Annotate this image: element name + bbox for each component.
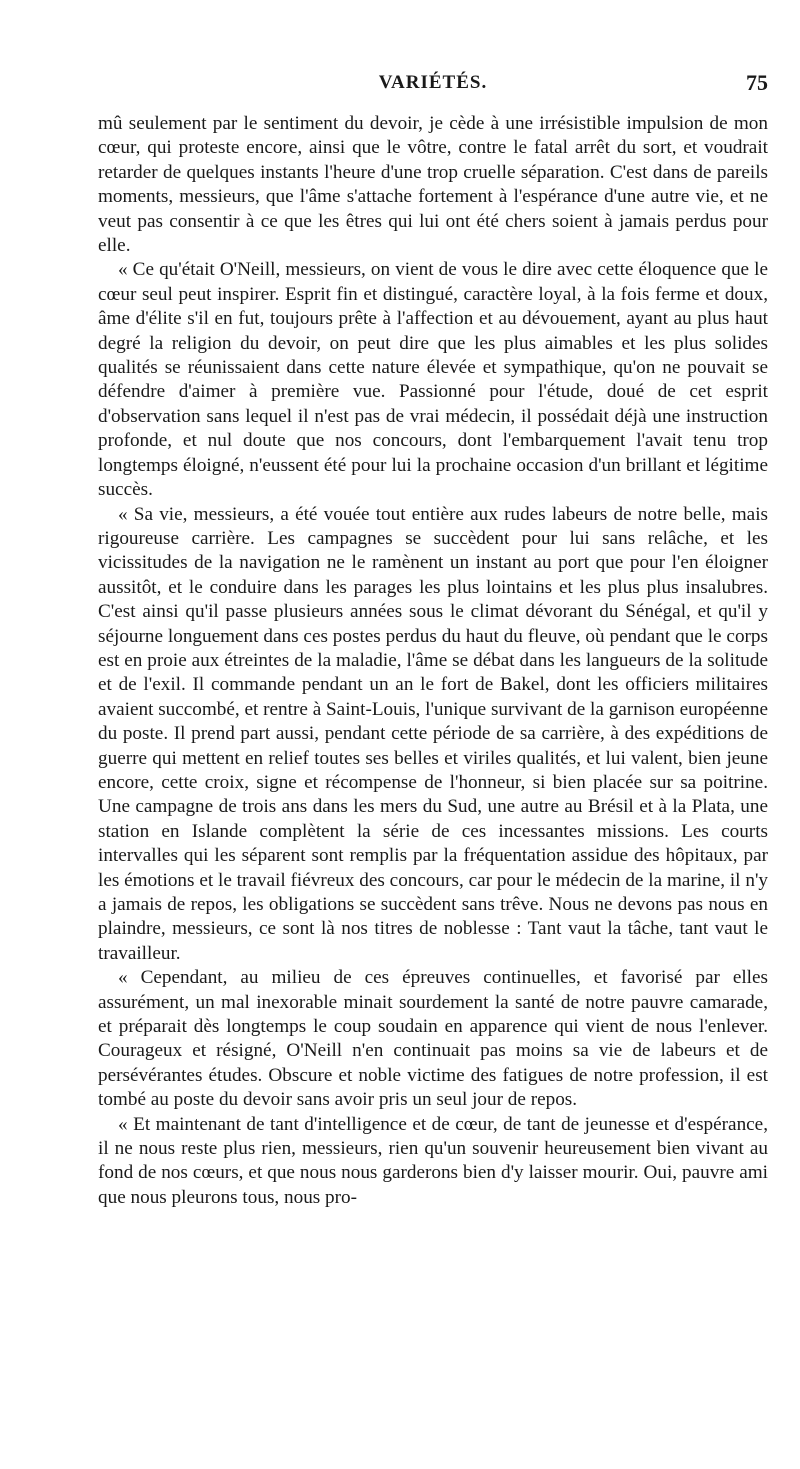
paragraph: « Ce qu'était O'Neill, messieurs, on vient de vous le dire avec cette éloquence que le cœur seul peut inspirer. Esprit fin et distingué, caractère loyal, à la fois ferme et doux, âme d'élite s'il en fut, toujours prête à l'affection et au dévouement, ayant au plus haut degré la religion du devoir, on peut dire que les plus aimables et les plus solides qualités se réunissaient dans cette nature élevée et sympathique, qu'on ne pouvait se défendre d'aimer à première vue. Passionné pour l'étude, doué de cet esprit d'observation sans lequel il n'est pas de vrai médecin, il possédait déjà une instruction profonde, et nul doute que nos concours, dont l'embarquement l'avait tenu trop longtemps éloigné, n'eussent été pour lui la prochaine occasion d'un brillant et légitime succès. <box>98 259 768 501</box>
page-number: 75 <box>746 70 768 95</box>
paragraph-continuation: mû seulement par le sentiment du devoir, je cède à une irrésistible impulsion de mon cœur, qui proteste encore, ainsi que le vôtre, contre le fatal arrêt du sort, et voudrait retarder de quelques instants l'heure d'une trop cruelle séparation. C'est dans de pareils moments, messieurs, que l'âme s'attache fortement à l'espérance d'une autre vie, et ne veut pas consentir à ce que les êtres qui lui ont été chers soient à jamais perdus pour elle. <box>98 113 768 257</box>
running-title: VARIÉTÉS. <box>378 72 488 93</box>
running-head <box>98 70 768 102</box>
body-text <box>98 112 768 1210</box>
paragraph: « Sa vie, messieurs, a été vouée tout entière aux rudes labeurs de notre belle, mais rigoureuse carrière. Les campagnes se succèdent pour lui sans relâche, et les vicissitudes de la navigation ne le ramènent un instant au port que pour l'en éloigner aussitôt, et le conduire dans les parages les plus lointains et les plus plus insalubres. C'est ainsi qu'il passe plusieurs années sous le climat dévorant du Sénégal, et qu'il y séjourne longuement dans ces postes perdus du haut du fleuve, où pendant que le corps est en proie aux étreintes de la maladie, l'âme se débat dans les langueurs de la solitude et de l'exil. Il commande pendant un an le fort de Bakel, dont les officiers militaires avaient succombé, et rentre à Saint-Louis, l'unique survivant de la garnison européenne du poste. Il prend part aussi, pendant cette période de sa carrière, à des expéditions de guerre qui mettent en relief toutes ses belles et viriles qualités, et lui valent, bien jeune encore, cette croix, signe et récompense de l'honneur, si bien placée sur sa poitrine. Une campagne de trois ans dans les mers du Sud, une autre au Brésil et à la Plata, une station en Islande complètent la série de ces incessantes missions. Les courts intervalles qui les séparent sont remplis par la fréquentation assidue des hôpitaux, par les émotions et le travail fiévreux des concours, car pour le médecin de la marine, il n'y a jamais de repos, les obligations se succèdent sans trêve. Nous ne devons pas nous en plaindre, messieurs, ce sont là nos titres de noblesse : Tant vaut la tâche, tant vaut le travailleur. <box>98 503 768 964</box>
paragraph: « Et maintenant de tant d'intelligence et de cœur, de tant de jeunesse et d'espérance, il ne nous reste plus rien, messieurs, rien qu'un souvenir heureusement bien vivant au fond de nos cœurs, et que nous nous garderons bien d'y laisser mourir. Oui, pauvre ami que nous pleurons tous, nous pro- <box>98 1113 768 1208</box>
paragraph: « Cependant, au milieu de ces épreuves continuelles, et favorisé par elles assurément, un mal inexorable minait sourdement la santé de notre pauvre camarade, et préparait dès longtemps le coup soudain en apparence qui vient de nous l'enlever. Courageux et résigné, O'Neill n'en continuait pas moins sa vie de labeurs et de persévérantes études. Obscure et noble victime des fatigues de notre profession, il est tombé au poste du devoir sans avoir pris un seul jour de repos. <box>98 967 768 1111</box>
